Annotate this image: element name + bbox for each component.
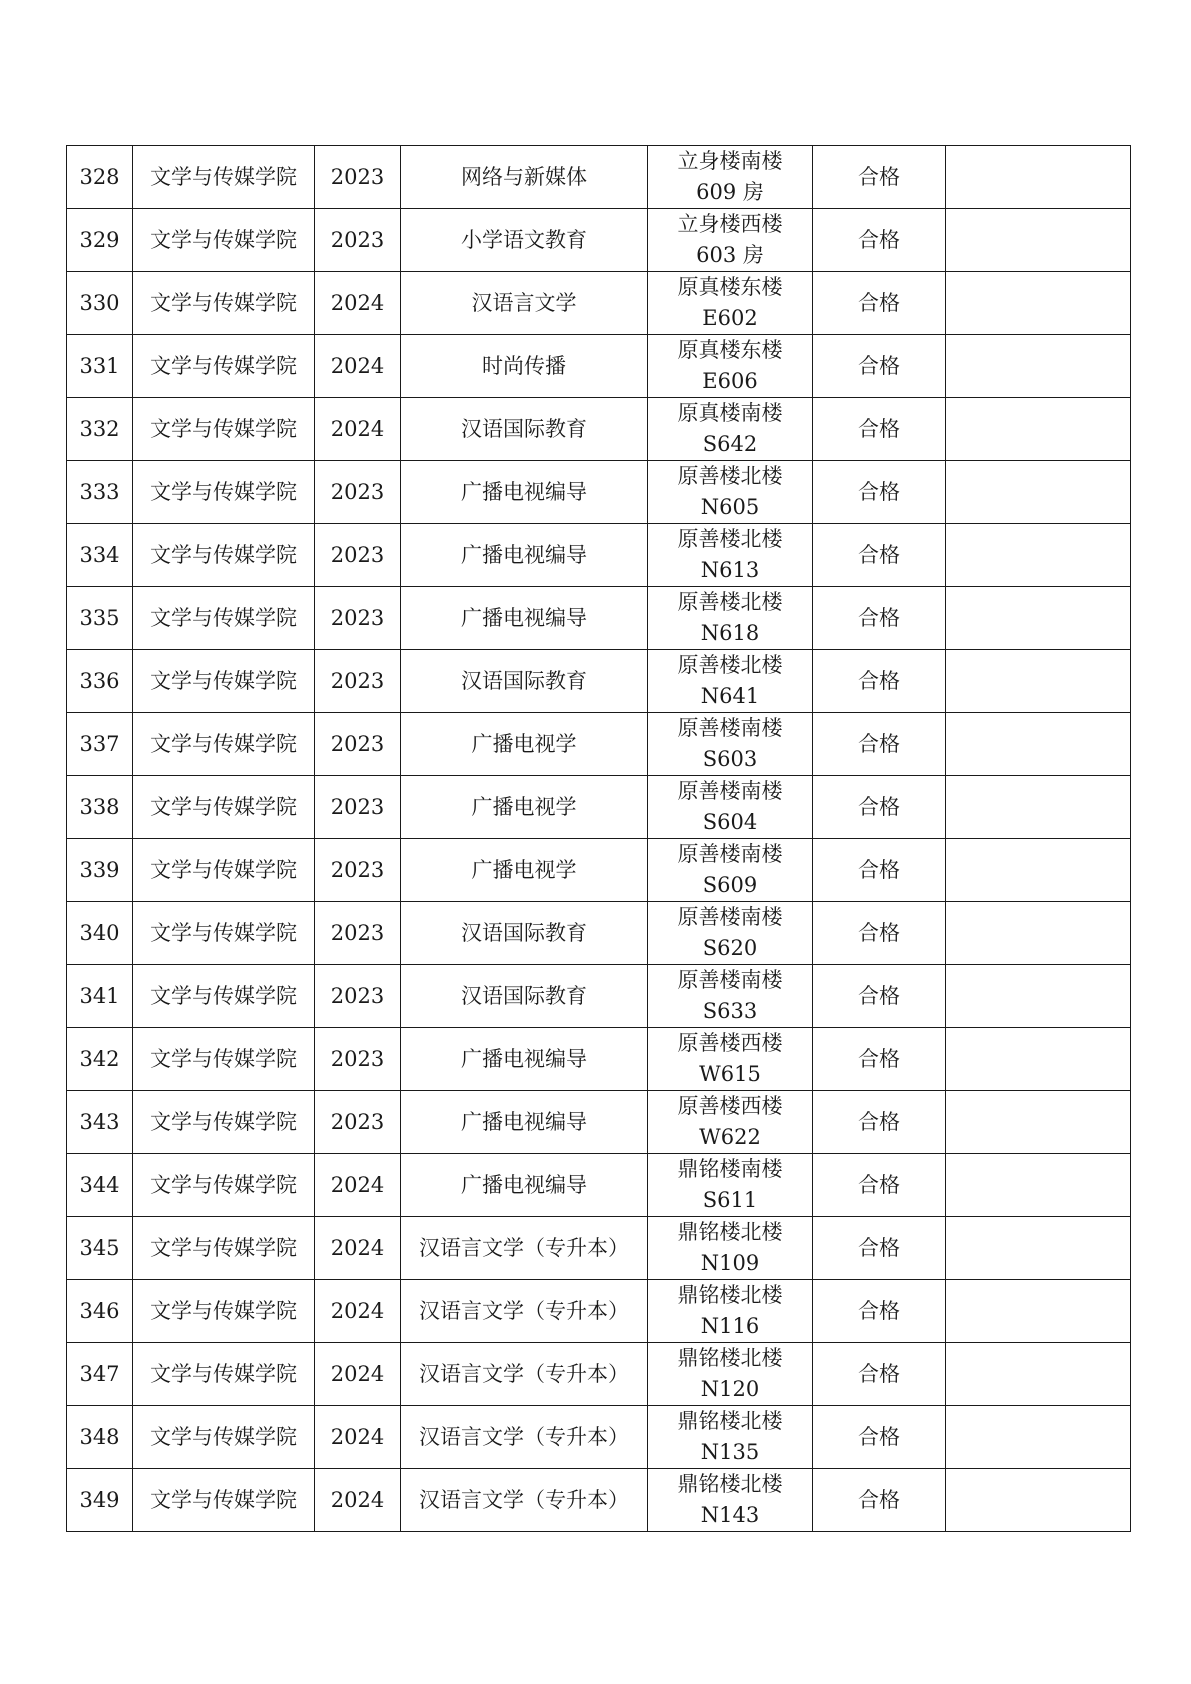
building-name: 原善楼北楼	[677, 464, 783, 488]
cell-major: 汉语言文学	[401, 272, 648, 335]
cell-major: 汉语言文学（专升本）	[401, 1280, 648, 1343]
cell-college: 文学与传媒学院	[133, 713, 315, 776]
cell-result: 合格	[813, 965, 946, 1028]
cell-remark	[946, 1280, 1131, 1343]
cell-room	[648, 146, 813, 209]
room-number: N120	[700, 1377, 760, 1401]
cell-room	[648, 1280, 813, 1343]
cell-number: 342	[67, 1028, 133, 1091]
table-row	[67, 587, 1131, 650]
cell-number: 349	[67, 1469, 133, 1532]
cell-remark	[946, 398, 1131, 461]
cell-result: 合格	[813, 398, 946, 461]
building-name: 原善楼北楼	[677, 653, 783, 677]
cell-college: 文学与传媒学院	[133, 1091, 315, 1154]
cell-remark	[946, 902, 1131, 965]
cell-number: 343	[67, 1091, 133, 1154]
cell-remark	[946, 272, 1131, 335]
room-number: E602	[702, 306, 758, 330]
cell-result: 合格	[813, 1154, 946, 1217]
cell-major: 汉语言文学（专升本）	[401, 1343, 648, 1406]
cell-college: 文学与传媒学院	[133, 398, 315, 461]
cell-number: 336	[67, 650, 133, 713]
cell-college: 文学与传媒学院	[133, 335, 315, 398]
cell-year: 2024	[315, 1154, 401, 1217]
cell-number: 333	[67, 461, 133, 524]
cell-college: 文学与传媒学院	[133, 146, 315, 209]
room-number: S609	[702, 873, 758, 897]
cell-room	[648, 1154, 813, 1217]
cell-year: 2024	[315, 1280, 401, 1343]
table-row	[67, 1091, 1131, 1154]
cell-year: 2024	[315, 1469, 401, 1532]
cell-result: 合格	[813, 1406, 946, 1469]
cell-major: 广播电视学	[401, 776, 648, 839]
cell-college: 文学与传媒学院	[133, 1217, 315, 1280]
cell-result: 合格	[813, 524, 946, 587]
cell-room	[648, 461, 813, 524]
building-name: 原善楼西楼	[677, 1031, 783, 1055]
cell-major: 时尚传播	[401, 335, 648, 398]
cell-major: 广播电视编导	[401, 524, 648, 587]
room-number: S642	[702, 432, 758, 456]
cell-result: 合格	[813, 209, 946, 272]
cell-major: 广播电视编导	[401, 1028, 648, 1091]
building-name: 立身楼西楼	[677, 212, 783, 236]
cell-major: 广播电视编导	[401, 461, 648, 524]
cell-college: 文学与传媒学院	[133, 650, 315, 713]
building-name: 原善楼南楼	[677, 716, 783, 740]
cell-major: 广播电视编导	[401, 1154, 648, 1217]
cell-college: 文学与传媒学院	[133, 587, 315, 650]
cell-room	[648, 965, 813, 1028]
cell-number: 338	[67, 776, 133, 839]
room-number: S633	[702, 999, 758, 1023]
cell-major: 广播电视编导	[401, 587, 648, 650]
room-number: N135	[700, 1440, 760, 1464]
room-number: 609 房	[696, 180, 764, 204]
cell-number: 339	[67, 839, 133, 902]
cell-remark	[946, 524, 1131, 587]
cell-number: 334	[67, 524, 133, 587]
cell-college: 文学与传媒学院	[133, 1280, 315, 1343]
cell-college: 文学与传媒学院	[133, 839, 315, 902]
building-name: 鼎铭楼北楼	[677, 1283, 783, 1307]
cell-year: 2023	[315, 1091, 401, 1154]
cell-number: 346	[67, 1280, 133, 1343]
cell-major: 广播电视编导	[401, 1091, 648, 1154]
cell-room	[648, 902, 813, 965]
cell-college: 文学与传媒学院	[133, 1406, 315, 1469]
table-row	[67, 839, 1131, 902]
cell-result: 合格	[813, 272, 946, 335]
building-name: 鼎铭楼南楼	[677, 1157, 783, 1181]
building-name: 原善楼北楼	[677, 590, 783, 614]
cell-major: 汉语国际教育	[401, 650, 648, 713]
cell-remark	[946, 650, 1131, 713]
cell-year: 2024	[315, 272, 401, 335]
building-name: 鼎铭楼北楼	[677, 1409, 783, 1433]
room-number: W622	[699, 1125, 761, 1149]
cell-room	[648, 335, 813, 398]
cell-college: 文学与传媒学院	[133, 272, 315, 335]
table-row	[67, 776, 1131, 839]
room-number: N618	[700, 621, 760, 645]
cell-number: 332	[67, 398, 133, 461]
cell-room	[648, 587, 813, 650]
cell-year: 2023	[315, 902, 401, 965]
cell-remark	[946, 1469, 1131, 1532]
cell-major: 汉语言文学（专升本）	[401, 1217, 648, 1280]
room-number: 603 房	[696, 243, 764, 267]
table-row	[67, 1028, 1131, 1091]
cell-remark	[946, 1217, 1131, 1280]
cell-year: 2024	[315, 335, 401, 398]
building-name: 原真楼东楼	[677, 338, 783, 362]
cell-year: 2024	[315, 1406, 401, 1469]
cell-number: 329	[67, 209, 133, 272]
cell-result: 合格	[813, 146, 946, 209]
room-number: N116	[700, 1314, 760, 1338]
cell-room	[648, 650, 813, 713]
cell-room	[648, 1406, 813, 1469]
room-number: S620	[702, 936, 758, 960]
cell-year: 2023	[315, 1028, 401, 1091]
cell-room	[648, 839, 813, 902]
cell-college: 文学与传媒学院	[133, 965, 315, 1028]
room-number: N143	[700, 1503, 760, 1527]
cell-college: 文学与传媒学院	[133, 524, 315, 587]
cell-year: 2023	[315, 713, 401, 776]
cell-year: 2023	[315, 776, 401, 839]
building-name: 原善楼西楼	[677, 1094, 783, 1118]
table-row	[67, 1406, 1131, 1469]
cell-number: 328	[67, 146, 133, 209]
building-name: 立身楼南楼	[677, 149, 783, 173]
cell-result: 合格	[813, 1469, 946, 1532]
cell-college: 文学与传媒学院	[133, 1343, 315, 1406]
building-name: 原善楼南楼	[677, 779, 783, 803]
building-name: 鼎铭楼北楼	[677, 1220, 783, 1244]
cell-result: 合格	[813, 1028, 946, 1091]
cell-year: 2023	[315, 461, 401, 524]
building-name: 鼎铭楼北楼	[677, 1346, 783, 1370]
cell-major: 汉语言文学（专升本）	[401, 1406, 648, 1469]
cell-major: 汉语国际教育	[401, 902, 648, 965]
building-name: 鼎铭楼北楼	[677, 1472, 783, 1496]
cell-room	[648, 1343, 813, 1406]
cell-result: 合格	[813, 650, 946, 713]
cell-room	[648, 713, 813, 776]
cell-year: 2024	[315, 398, 401, 461]
cell-remark	[946, 1406, 1131, 1469]
table-row	[67, 1343, 1131, 1406]
cell-college: 文学与传媒学院	[133, 902, 315, 965]
cell-result: 合格	[813, 335, 946, 398]
table-body	[67, 146, 1131, 1532]
cell-college: 文学与传媒学院	[133, 1469, 315, 1532]
table-row	[67, 398, 1131, 461]
cell-remark	[946, 713, 1131, 776]
table-row	[67, 1154, 1131, 1217]
building-name: 原真楼东楼	[677, 275, 783, 299]
cell-remark	[946, 1343, 1131, 1406]
cell-room	[648, 524, 813, 587]
cell-college: 文学与传媒学院	[133, 1028, 315, 1091]
building-name: 原善楼北楼	[677, 527, 783, 551]
cell-result: 合格	[813, 1343, 946, 1406]
cell-number: 347	[67, 1343, 133, 1406]
cell-college: 文学与传媒学院	[133, 1154, 315, 1217]
cell-result: 合格	[813, 839, 946, 902]
room-number: N613	[700, 558, 760, 582]
cell-room	[648, 1469, 813, 1532]
cell-major: 汉语言文学（专升本）	[401, 1469, 648, 1532]
cell-number: 335	[67, 587, 133, 650]
cell-result: 合格	[813, 461, 946, 524]
cell-major: 广播电视学	[401, 713, 648, 776]
cell-room	[648, 1091, 813, 1154]
table-row	[67, 461, 1131, 524]
cell-major: 汉语国际教育	[401, 398, 648, 461]
cell-remark	[946, 1091, 1131, 1154]
building-name: 原善楼南楼	[677, 905, 783, 929]
table-row	[67, 1469, 1131, 1532]
cell-room	[648, 398, 813, 461]
cell-remark	[946, 587, 1131, 650]
table-row	[67, 650, 1131, 713]
table-row	[67, 524, 1131, 587]
cell-number: 330	[67, 272, 133, 335]
table-row	[67, 713, 1131, 776]
room-number: W615	[699, 1062, 761, 1086]
building-name: 原善楼南楼	[677, 968, 783, 992]
cell-result: 合格	[813, 902, 946, 965]
building-name: 原真楼南楼	[677, 401, 783, 425]
cell-room	[648, 272, 813, 335]
cell-remark	[946, 461, 1131, 524]
cell-number: 340	[67, 902, 133, 965]
cell-number: 345	[67, 1217, 133, 1280]
cell-result: 合格	[813, 1217, 946, 1280]
table-row	[67, 1280, 1131, 1343]
cell-year: 2024	[315, 1343, 401, 1406]
cell-number: 348	[67, 1406, 133, 1469]
cell-result: 合格	[813, 713, 946, 776]
table-row	[67, 1217, 1131, 1280]
room-number: N605	[700, 495, 760, 519]
cell-college: 文学与传媒学院	[133, 461, 315, 524]
room-number: N109	[700, 1251, 760, 1275]
cell-year: 2023	[315, 146, 401, 209]
cell-remark	[946, 146, 1131, 209]
cell-number: 337	[67, 713, 133, 776]
cell-number: 344	[67, 1154, 133, 1217]
table-row	[67, 335, 1131, 398]
cell-room	[648, 776, 813, 839]
cell-room	[648, 1028, 813, 1091]
table-row	[67, 965, 1131, 1028]
room-number: E606	[702, 369, 758, 393]
table-row	[67, 146, 1131, 209]
cell-result: 合格	[813, 776, 946, 839]
room-number: S611	[702, 1188, 758, 1212]
cell-result: 合格	[813, 1091, 946, 1154]
cell-remark	[946, 776, 1131, 839]
cell-major: 广播电视学	[401, 839, 648, 902]
cell-year: 2023	[315, 587, 401, 650]
room-number: S603	[702, 747, 758, 771]
cell-college: 文学与传媒学院	[133, 209, 315, 272]
cell-year: 2023	[315, 965, 401, 1028]
cell-year: 2024	[315, 1217, 401, 1280]
table-row	[67, 209, 1131, 272]
cell-year: 2023	[315, 524, 401, 587]
cell-year: 2023	[315, 650, 401, 713]
cell-major: 小学语文教育	[401, 209, 648, 272]
cell-remark	[946, 1154, 1131, 1217]
cell-room	[648, 209, 813, 272]
cell-remark	[946, 839, 1131, 902]
cell-number: 341	[67, 965, 133, 1028]
cell-remark	[946, 965, 1131, 1028]
cell-number: 331	[67, 335, 133, 398]
table-row	[67, 272, 1131, 335]
table-row	[67, 902, 1131, 965]
cell-remark	[946, 209, 1131, 272]
building-name: 原善楼南楼	[677, 842, 783, 866]
room-number: S604	[702, 810, 758, 834]
cell-result: 合格	[813, 1280, 946, 1343]
cell-result: 合格	[813, 587, 946, 650]
cell-major: 网络与新媒体	[401, 146, 648, 209]
cell-college: 文学与传媒学院	[133, 776, 315, 839]
cell-year: 2023	[315, 209, 401, 272]
room-number: N641	[700, 684, 760, 708]
dormitory-inspection-table	[66, 145, 1131, 1532]
cell-major: 汉语国际教育	[401, 965, 648, 1028]
cell-remark	[946, 335, 1131, 398]
cell-room	[648, 1217, 813, 1280]
cell-year: 2023	[315, 839, 401, 902]
cell-remark	[946, 1028, 1131, 1091]
